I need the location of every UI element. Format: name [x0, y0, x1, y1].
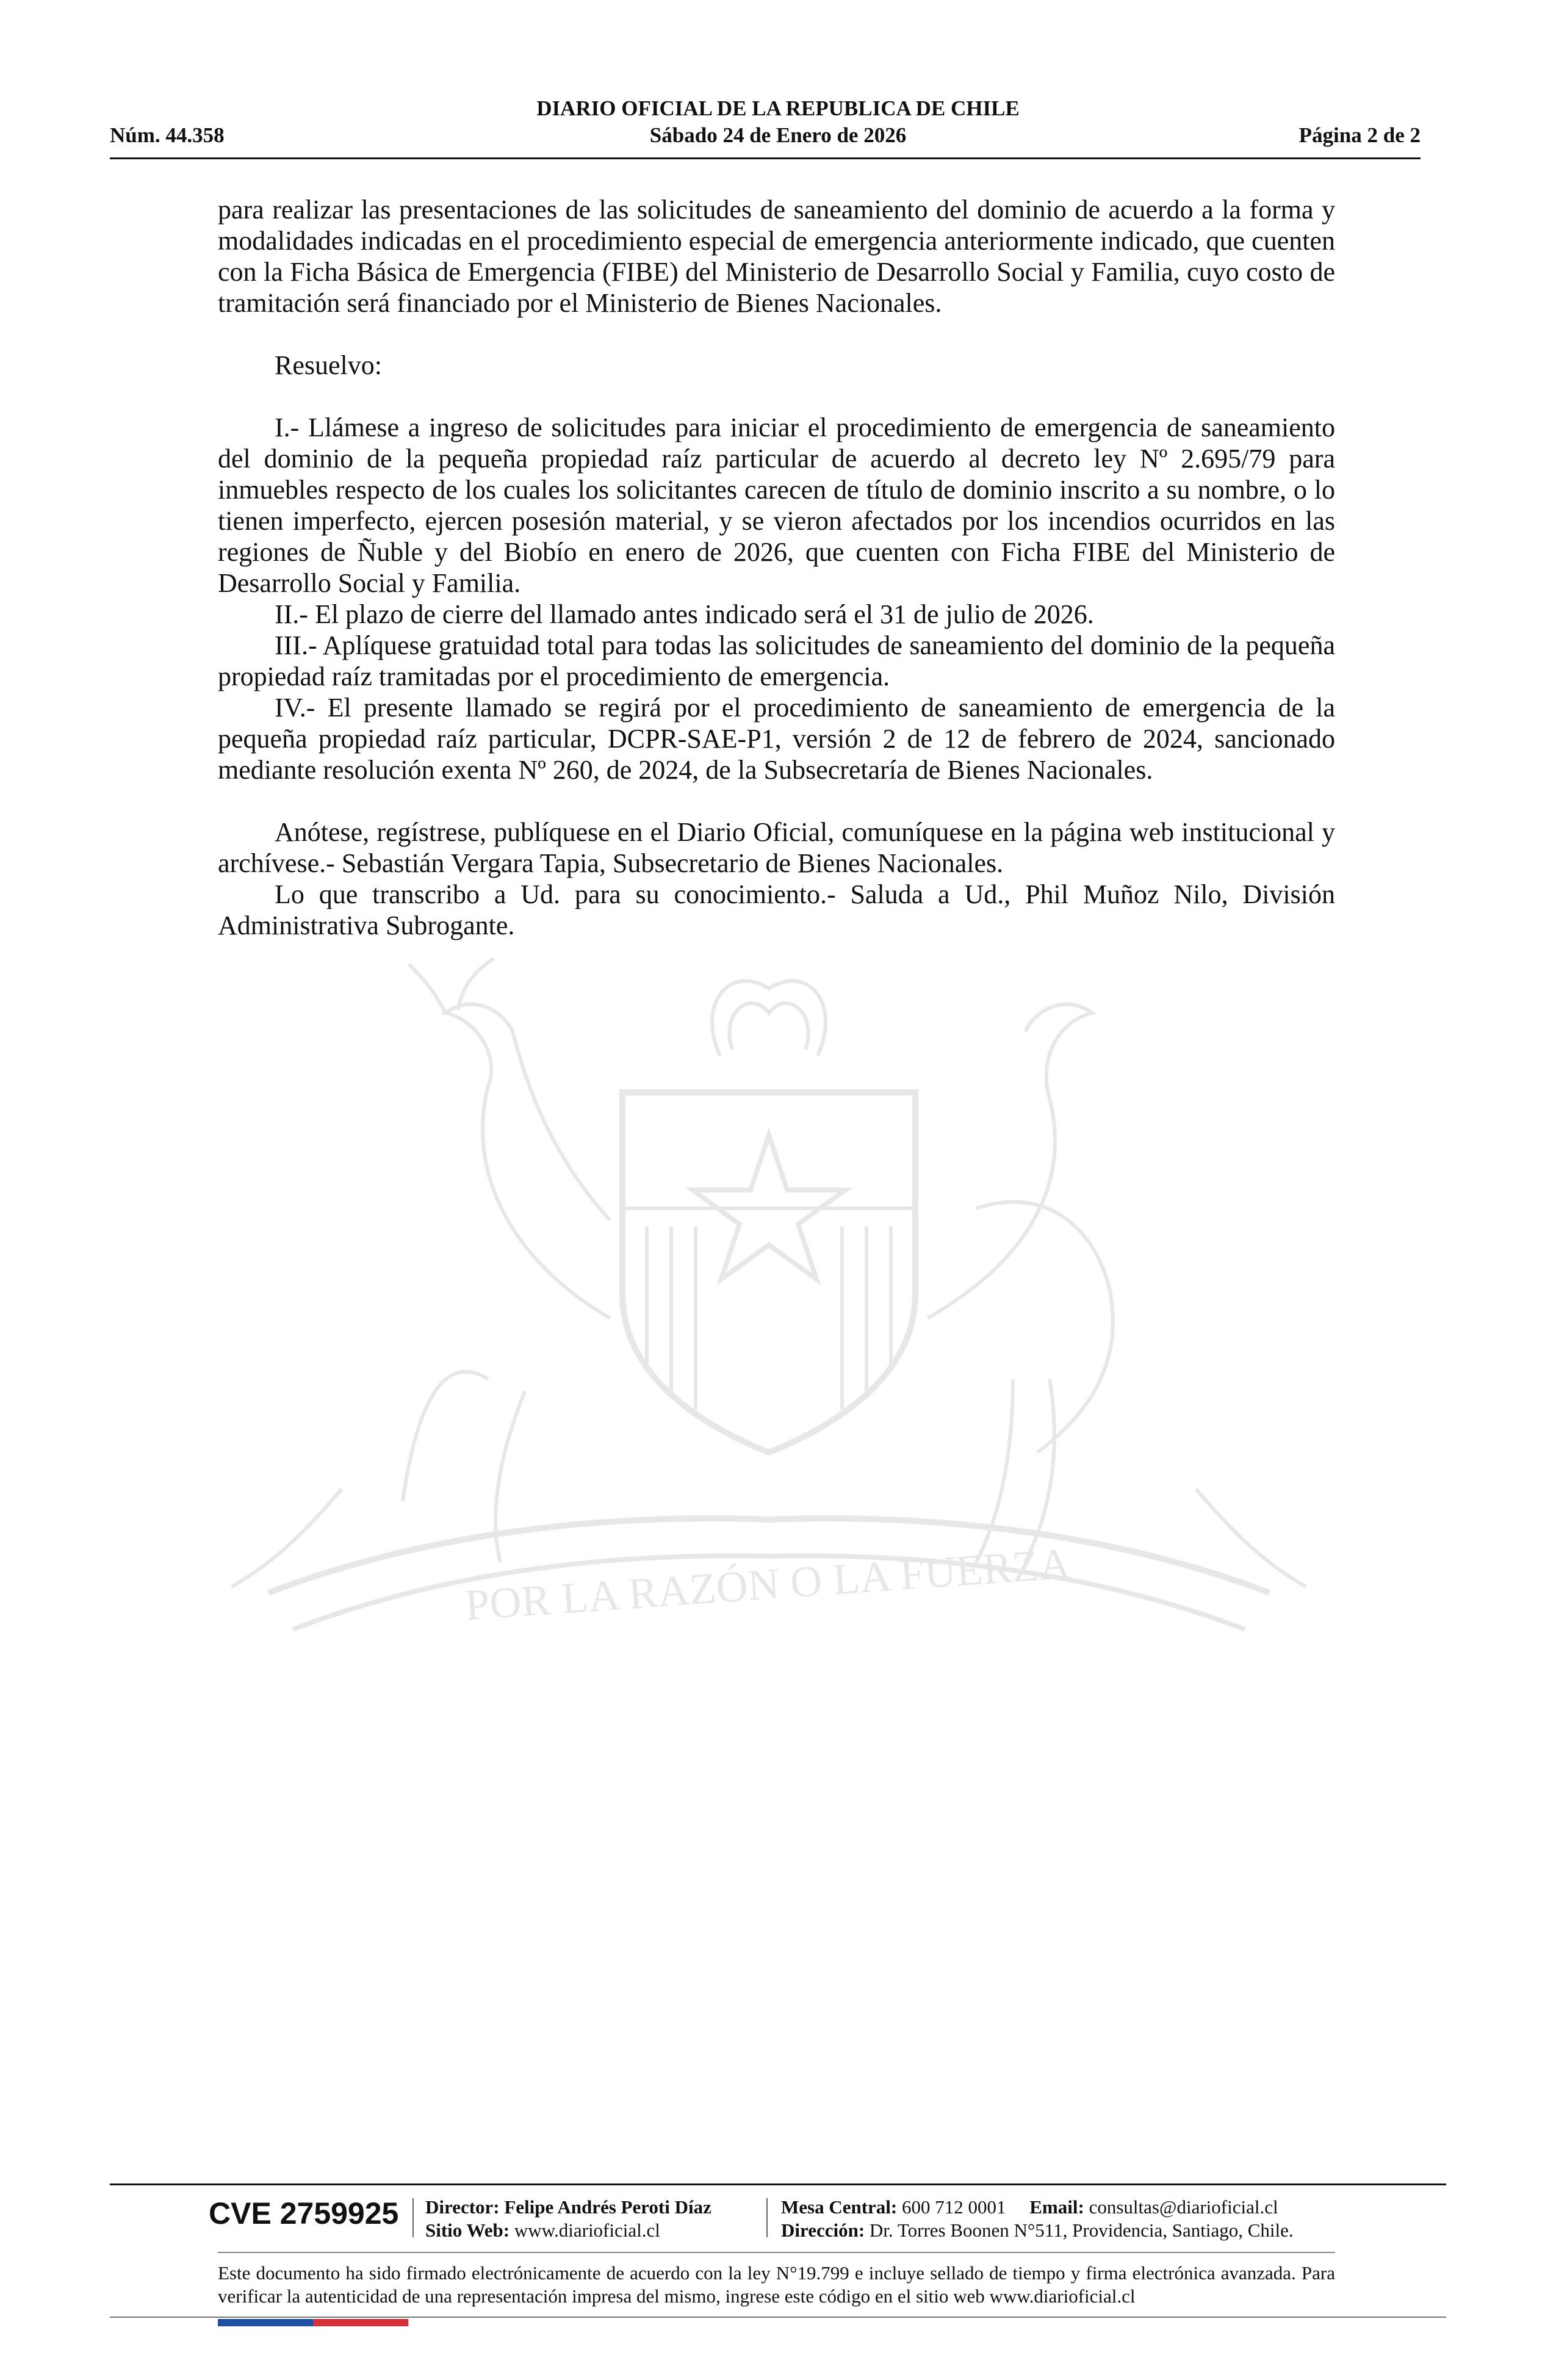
newspaper-title: DIARIO OFICIAL DE LA REPUBLICA DE CHILE [536, 96, 1020, 120]
phone-value: 600 712 0001 [902, 2196, 1006, 2218]
website-label: Sitio Web: [425, 2220, 510, 2241]
address-value: Dr. Torres Boonen N°511, Providencia, Santiago, Chile. [869, 2220, 1294, 2241]
director-label: Director: [425, 2196, 500, 2218]
flag-stripe-red [313, 2319, 408, 2326]
page-indicator: Página 2 de 2 [1298, 123, 1421, 147]
email-link[interactable]: consultas@diarioficial.cl [1089, 2196, 1278, 2218]
flag-stripe-blue [218, 2319, 313, 2326]
resolution-item-1: I.- Llámese a ingreso de solicitudes para iniciar el procedimiento de emergencia de saneamiento del dominio de la pequeña propiedad raíz particular de acuerdo al decreto ley Nº 2.695/79 para inmuebles respecto de los cuales los solicitantes carecen de título de dominio inscrito a su nombre, o lo tienen imperfecto, ejercen posesión material, y se vieron afectados por los incendios ocurridos en las regiones de Ñuble y del Biobío en enero de 2026, que cuenten con Ficha FIBE del Ministerio de Desarrollo Social y Familia. [218, 413, 1335, 598]
coat-of-arms-watermark [183, 952, 1355, 1684]
footer-separator [766, 2198, 768, 2237]
signature-notice: Este documento ha sido firmado electrónicamente de acuerdo con la ley N°19.799 e incluye sellado de tiempo y firma electrónica avanzada. Para verificar la autenticidad de una representación impresa del mismo, ingrese este código en el sitio web www.diarioficial.cl [218, 2262, 1335, 2307]
address-label: Dirección: [781, 2220, 865, 2241]
resolution-item-3: III.- Aplíquese gratuidad total para todas las solicitudes de saneamiento del dominio de la pequeña propiedad raíz tramitadas por el procedimiento de emergencia. [218, 630, 1335, 691]
footer-inner-divider [218, 2252, 1335, 2253]
resolution-item-4: IV.- El presente llamado se regirá por el procedimiento de saneamiento de emergencia de la pequeña propiedad raíz particular, DCPR-SAE-P1, versión 2 de 12 de febrero de 2024, sancionado mediante resolución exenta Nº 260, de 2024, de la Subsecretaría de Bienes Nacionales. [218, 693, 1335, 785]
closing-paragraph-2: Lo que transcribo a Ud. para su conocimiento.- Saluda a Ud., Phil Muñoz Nilo, División Administrativa Subrogante. [218, 879, 1335, 940]
header-divider [110, 157, 1421, 159]
document-body [218, 194, 1335, 941]
motto-text: POR LA RAZÓN O LA FUERZA [463, 1538, 1072, 1630]
footer-separator [412, 2198, 414, 2237]
footer-contact-block [781, 2196, 1294, 2242]
phone-label: Mesa Central: [781, 2196, 898, 2218]
director-name: Felipe Andrés Peroti Díaz [504, 2196, 711, 2218]
issue-date: Sábado 24 de Enero de 2026 [649, 123, 907, 147]
resolution-item-2: II.- El plazo de cierre del llamado antes indicado será el 31 de julio de 2026. [275, 599, 1094, 629]
intro-paragraph: para realizar las presentaciones de las solicitudes de saneamiento del dominio de acuerdo a la forma y modalidades indicadas en el procedimiento especial de emergencia anteriormente indicado, que cuenten con la Ficha Básica de Emergencia (FIBE) del Ministerio de Desarrollo Social y Familia, cuyo costo de tramitación será financiado por el Ministerio de Bienes Nacionales. [218, 195, 1335, 318]
footer-bottom-divider [110, 2317, 1446, 2318]
issue-number: Núm. 44.358 [110, 123, 225, 147]
closing-paragraph-1: Anótese, regístrese, publíquese en el Diario Oficial, comuníquese en la página web institucional y archívese.- Sebastián Vergara Tapia, Subsecretario de Bienes Nacionales. [218, 817, 1335, 878]
resolution-heading: Resuelvo: [275, 350, 382, 380]
cve-code: CVE 2759925 [209, 2196, 399, 2230]
footer-divider [110, 2183, 1446, 2185]
footer-director-block [425, 2196, 711, 2242]
website-link[interactable]: www.diarioficial.cl [514, 2220, 660, 2241]
email-label: Email: [1029, 2196, 1084, 2218]
